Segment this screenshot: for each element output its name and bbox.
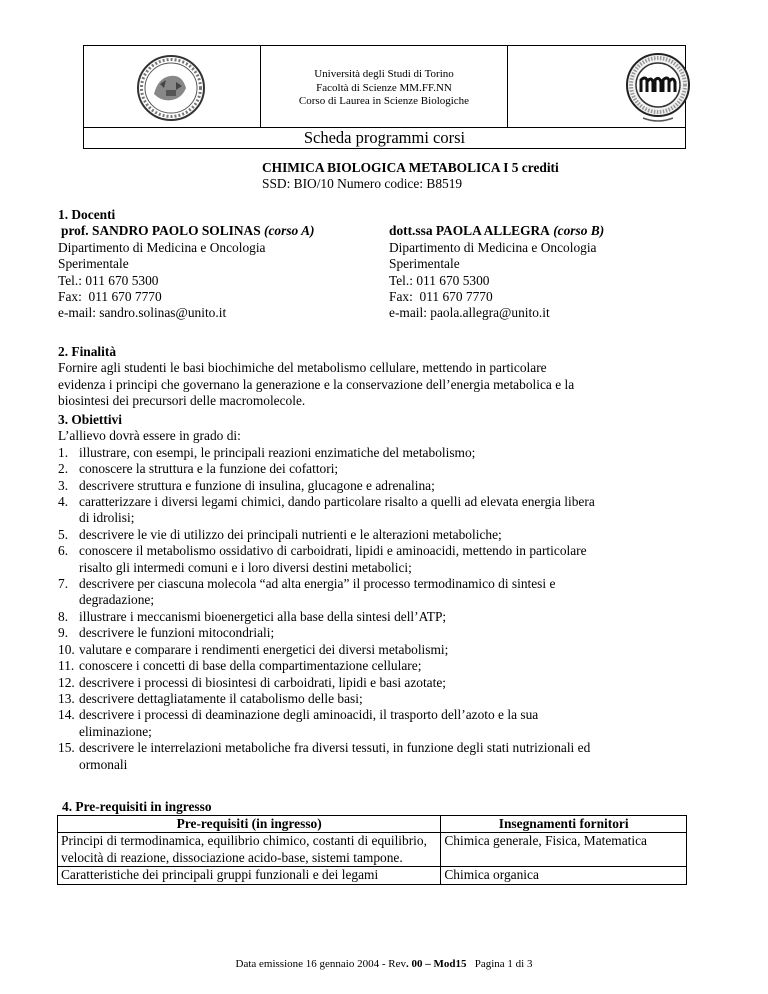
objective-number: 12. [58,674,75,690]
docent-b-fax: Fax: 011 670 7770 [389,289,493,305]
objective-number: 3. [58,477,69,493]
docent-b-email: e-mail: paola.allegra@unito.it [389,305,550,321]
objective-text: risalto gli intermedi comuni e i loro diversi destini metabolici; [79,559,412,575]
objective-text: ormonali [79,756,128,772]
docent-b-dept2: Sperimentale [389,256,460,272]
university-seal-icon [136,54,206,122]
objective-item [58,576,738,609]
objective-number: 11. [58,658,75,674]
objective-text: degradazione; [79,592,155,608]
objective-number: 2. [58,461,69,477]
objective-number: 7. [58,576,69,592]
section-2-heading: 2. Finalità [58,344,117,359]
finalita-line: evidenza i principi che governano la generazione e la conservazione dell’energia metabolica e la [58,376,575,392]
objective-text: descrivere le interrelazioni metaboliche fra diversi tessuti, in funzione degli stati nutrizionali ed [79,740,591,756]
objective-number: 8. [58,608,69,624]
section-1-heading: 1. Docenti [58,207,116,222]
finalita-line: Fornire agli studenti le basi biochimiche del metabolismo cellulare, mettendo in particolare [58,360,547,376]
finalita-line: biosintesi dei precursori delle macromolecole. [58,393,306,409]
table-header-row [58,816,687,833]
objective-number: 5. [58,526,69,542]
prerequisites-table [57,815,687,885]
objective-text: conoscere il metabolismo ossidativo di carboidrati, lipidi e aminoacidi, mettendo in particolare [79,543,587,559]
objective-item [58,625,738,641]
objective-text: conoscere i concetti di base della compartimentazione cellulare; [79,658,422,674]
objective-text: illustrare, con esempi, le principali reazioni enzimatiche del metabolismo; [79,444,476,460]
objective-text: conoscere la struttura e la funzione dei cofattori; [79,461,339,477]
university-name: Università degli Studi di Torino [314,68,454,80]
objective-item [58,609,738,625]
objective-item [58,642,738,658]
objective-text: descrivere per ciascuna molecola “ad alta energia” il processo termodinamico di sintesi e [79,576,556,592]
objective-number: 4. [58,494,69,510]
docent-b-tag: (corso B) [553,223,605,239]
table-row [58,833,687,867]
col-header-providers: Insegnamenti fornitori [441,816,687,833]
docent-a-name-line [58,223,418,239]
docent-a-dept2: Sperimentale [58,256,129,272]
objective-item [58,445,738,461]
objective-item [58,461,738,477]
objective-text: descrivere i processi di biosintesi di carboidrati, lipidi e basi azotate; [79,674,447,690]
section-4-heading: 4. Pre-requisiti in ingresso [62,799,212,814]
objective-item [58,494,738,527]
ssd-code: SSD: BIO/10 Numero codice: B8519 [262,176,463,192]
obiettivi-intro: L’allievo dovrà essere in grado di: [58,428,241,444]
docent-b-name: dott.ssa PAOLA ALLEGRA [389,223,550,239]
docent-a-fax: Fax: 011 670 7770 [58,289,162,305]
faculty-logo-cell [508,46,685,127]
prerequisite-cell: Caratteristiche dei principali gruppi funzionali e dei legami [58,867,441,884]
objective-text: descrivere i processi di deaminazione degli aminoacidi, il trasporto dell’azoto e la sua [79,707,539,723]
obiettivi-list [58,445,738,773]
objective-item [58,707,738,740]
docent-b-dept1: Dipartimento di Medicina e Oncologia [389,239,597,255]
section-3-heading: 3. Obiettivi [58,412,122,427]
university-info-cell [261,46,508,127]
objective-item [58,658,738,674]
docent-a-name: prof. SANDRO PAOLO SOLINAS [61,223,261,239]
objective-text: di idrolisi; [79,510,135,526]
docent-a-email: e-mail: sandro.solinas@unito.it [58,305,227,321]
docent-b-name-line [389,223,749,239]
objective-text: descrivere struttura e funzione di insulina, glucagone e adrenalina; [79,477,435,493]
docent-a-dept1: Dipartimento di Medicina e Oncologia [58,239,266,255]
course-title: CHIMICA BIOLOGICA METABOLICA I 5 crediti [262,160,559,175]
objective-item [58,478,738,494]
prerequisite-cell: Principi di termodinamica, equilibrio chimico, costanti di equilibrio, velocità di reazione, dissociazione acido-base, sistemi tampone. [58,833,441,867]
docent-b-tel: Tel.: 011 670 5300 [389,272,490,288]
objective-number: 14. [58,707,75,723]
objective-item [58,527,738,543]
scheda-title: Scheda programmi corsi [83,127,686,149]
objective-text: eliminazione; [79,723,152,739]
course-name: Corso di Laurea in Scienze Biologiche [298,95,470,107]
provider-cell: Chimica generale, Fisica, Matematica [441,833,687,867]
footer-date: Data emissione 16 gennaio 2004 - Rev [235,958,406,970]
objective-item [58,740,738,773]
objective-item [58,675,738,691]
section-2 [58,344,738,410]
objective-number: 10. [58,641,75,657]
docent-a-tel: Tel.: 011 670 5300 [58,272,159,288]
col-header-prerequisites: Pre-requisiti (in ingresso) [58,816,441,833]
objective-text: valutare e comparare i rendimenti energetici dei diversi metabolismi; [79,641,449,657]
footer-revision: 00 – Mod15 [411,958,467,970]
university-seal-cell [84,46,261,127]
objective-number: 6. [58,543,69,559]
provider-cell: Chimica organica [441,867,687,884]
docent-a-tag: (corso A) [264,223,315,239]
table-row [58,867,687,884]
footer-dot: . [405,958,412,970]
objective-text: illustrare i meccanismi bioenergetici alla base della sintesi dell’ATP; [79,608,447,624]
objective-text: descrivere le funzioni mitocondriali; [79,625,275,641]
footer-page: Pagina 1 di 3 [474,958,533,970]
objective-text: caratterizzare i diversi legami chimici, dando particolare risalto a quelli ad elevata energia libera [79,494,595,510]
faculty-logo-icon [625,50,691,126]
objective-item [58,691,738,707]
objective-number: 9. [58,625,69,641]
objective-text: descrivere dettagliatamente il catabolismo delle basi; [79,690,363,706]
objective-number: 13. [58,690,75,706]
objective-number: 15. [58,740,75,756]
docent-b-block [389,223,749,321]
course-title-block [262,160,559,193]
docent-a-block [58,207,418,322]
section-3 [58,412,738,773]
page-footer [0,956,768,972]
objective-text: descrivere le vie di utilizzo dei principali nutrienti e le alterazioni metaboliche; [79,526,502,542]
objective-item [58,543,738,576]
objective-number: 1. [58,444,69,460]
header-table [83,45,686,128]
faculty-name: Facoltà di Scienze MM.FF.NN [316,81,452,94]
